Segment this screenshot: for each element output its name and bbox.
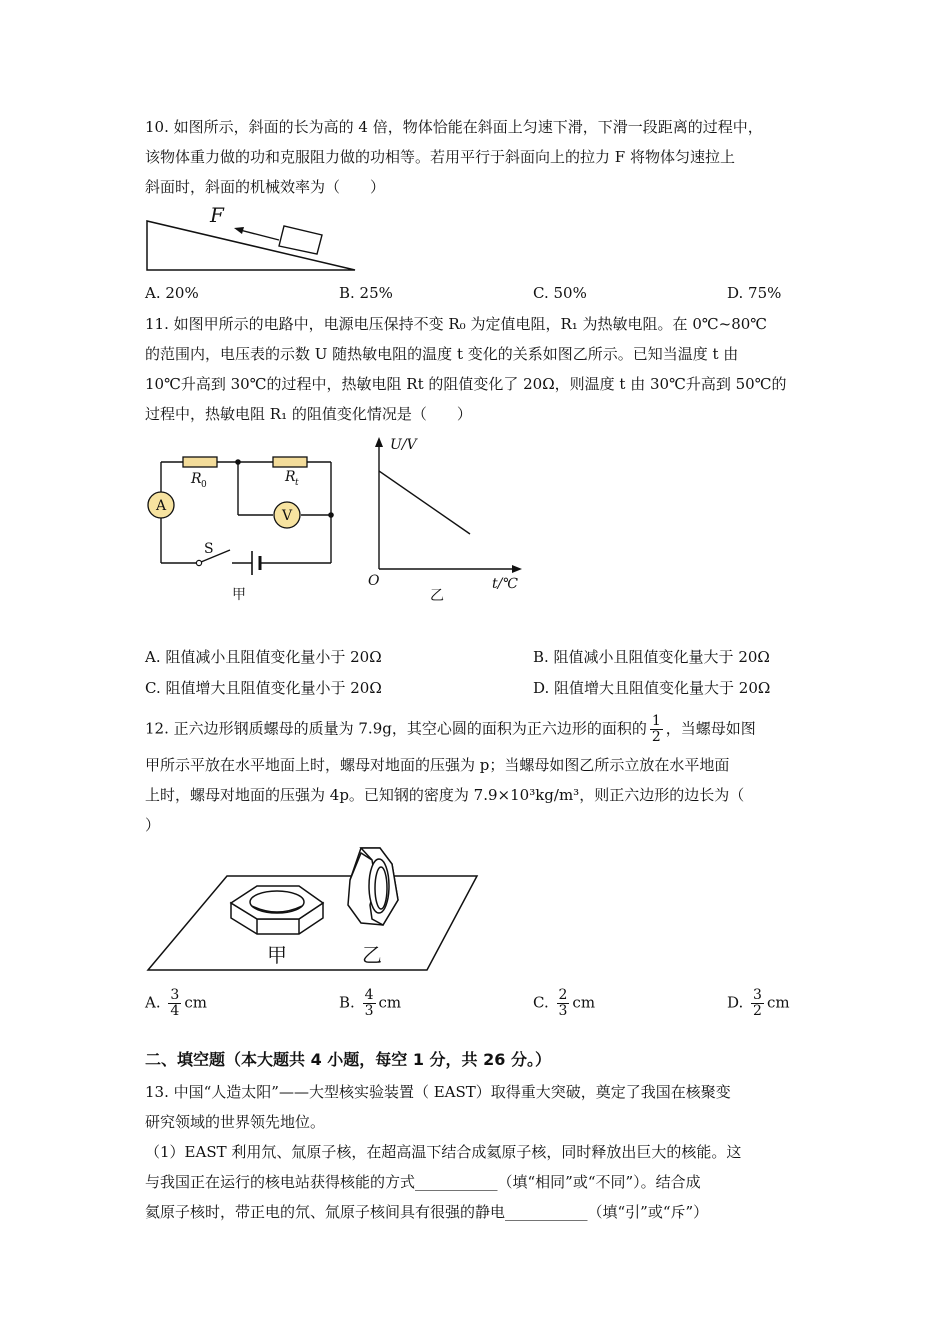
q13-line-2: 研究领域的世界领先地位。 [145, 1113, 326, 1131]
q11-option-b: B. 阻值减小且阻值变化量大于 20Ω [533, 648, 770, 666]
fraction-denominator: 3 [558, 1003, 568, 1019]
circuit-caption: 甲 [232, 587, 246, 603]
q13-line-5: 氦原子核时，带正电的氘、氚原子核间具有很强的静电___________（填“引”或“斥”） [145, 1203, 709, 1221]
q13-line-4: 与我国正在运行的核电站获得核能的方式___________（填“相同”或“不同”）。结合成 [145, 1173, 701, 1191]
q11-line-4: 过程中，热敏电阻 R₁ 的阻值变化情况是（ ） [145, 405, 472, 423]
q10-line-1: 10. 如图所示，斜面的长为高的 4 倍，物体恰能在斜面上匀速下滑，下滑一段距离的过程中， [145, 118, 763, 136]
q10-line-2: 该物体重力做的功和克服阻力做的功相等。若用平行于斜面向上的拉力 F 将物体匀速拉上 [145, 148, 735, 166]
fraction-numerator: 2 [558, 987, 568, 1003]
option-letter: D. [727, 993, 744, 1012]
option-letter: C. [533, 993, 549, 1012]
q11-line-2: 的范围内，电压表的示数 U 随热敏电阻的温度 t 变化的关系如图乙所示。已知当温度 t 由 [145, 345, 739, 363]
x-axis-label: t/℃ [492, 576, 519, 592]
option-unit: cm [572, 993, 596, 1012]
q11-line-1: 11. 如图甲所示的电路中，电源电压保持不变 R₀ 为定值电阻，R₁ 为热敏电阻。在 0℃~80℃ [145, 315, 768, 333]
flat-nut [231, 886, 323, 934]
q12-line-4: ） [145, 816, 161, 834]
q10-option-a: A. 20% [145, 284, 199, 302]
q10-option-c: C. 50% [533, 284, 587, 302]
graph-caption: 乙 [430, 588, 444, 604]
fraction-denominator: 2 [651, 729, 661, 745]
option-fraction [751, 988, 764, 1019]
r0-label: R [191, 471, 202, 487]
fraction-numerator: 3 [170, 987, 180, 1003]
q12-option-c [533, 988, 595, 1019]
option-letter: B. [339, 993, 355, 1012]
q11-option-a: A. 阻值减小且阻值变化量小于 20Ω [145, 648, 382, 666]
q12-option-a [145, 988, 207, 1019]
switch-label: S [204, 541, 214, 557]
rt-label: R [285, 469, 296, 485]
standing-nut [348, 848, 398, 925]
q10-line-3: 斜面时，斜面的机械效率为（ ） [145, 178, 386, 196]
voltmeter-label: V [281, 508, 293, 524]
q10-option-d: D. 75% [727, 284, 782, 302]
rt-subscript: t [295, 478, 299, 488]
r0-subscript: 0 [201, 480, 207, 490]
q13-line-3: （1）EAST 利用氘、氚原子核，在超高温下结合成氦原子核，同时释放出巨大的核能。这 [145, 1143, 742, 1161]
q12-option-d [727, 988, 790, 1019]
option-fraction [168, 988, 181, 1019]
section-heading: 二、填空题（本大题共 4 小题，每空 1 分，共 26 分。） [145, 1050, 551, 1069]
flat-nut-label: 甲 [267, 943, 287, 967]
q10-option-b: B. 25% [339, 284, 393, 302]
option-unit: cm [766, 993, 790, 1012]
q11-option-c: C. 阻值增大且阻值变化量小于 20Ω [145, 679, 382, 697]
q12-line-3: 上时，螺母对地面的压强为 4p。已知钢的密度为 7.9×10³kg/m³，则正六边形的边长为（ [145, 786, 745, 804]
q11-line-3: 10℃升高到 30℃的过程中，热敏电阻 Rt 的阻值变化了 20Ω，则温度 t 由 30℃升高到 50℃的 [145, 375, 787, 393]
option-unit: cm [378, 993, 402, 1012]
option-fraction [363, 988, 376, 1019]
q12-line-2: 甲所示平放在水平地面上时，螺母对地面的压强为 p；当螺母如图乙所示立放在水平地面 [145, 756, 730, 774]
option-letter: A. [145, 993, 161, 1012]
fraction-denominator: 3 [364, 1003, 374, 1019]
fraction-numerator: 4 [364, 987, 374, 1003]
q12-line-1-tail: ，当螺母如图 [665, 719, 756, 738]
fraction-numerator: 3 [753, 987, 762, 1003]
option-unit: cm [184, 993, 207, 1012]
origin-label: O [368, 573, 380, 589]
fraction-denominator: 4 [170, 1003, 180, 1019]
y-axis-label: U/V [390, 437, 417, 453]
force-label: F [210, 203, 224, 227]
fraction-numerator: 1 [651, 713, 661, 729]
ammeter-label: A [155, 498, 167, 514]
q13-line-1: 13. 中国“人造太阳”——大型核实验装置（ EAST）取得重大突破，奠定了我国在核聚变 [145, 1083, 731, 1101]
q12-line-1-text: 12. 正六边形钢质螺母的质量为 7.9g，其空心圆的面积为正六边形的面积的 [145, 719, 647, 738]
option-fraction [557, 988, 570, 1019]
fraction-denominator: 2 [753, 1003, 762, 1019]
standing-nut-label: 乙 [362, 943, 382, 967]
q12-option-b [339, 988, 401, 1019]
q11-option-d: D. 阻值增大且阻值变化量大于 20Ω [533, 679, 771, 697]
